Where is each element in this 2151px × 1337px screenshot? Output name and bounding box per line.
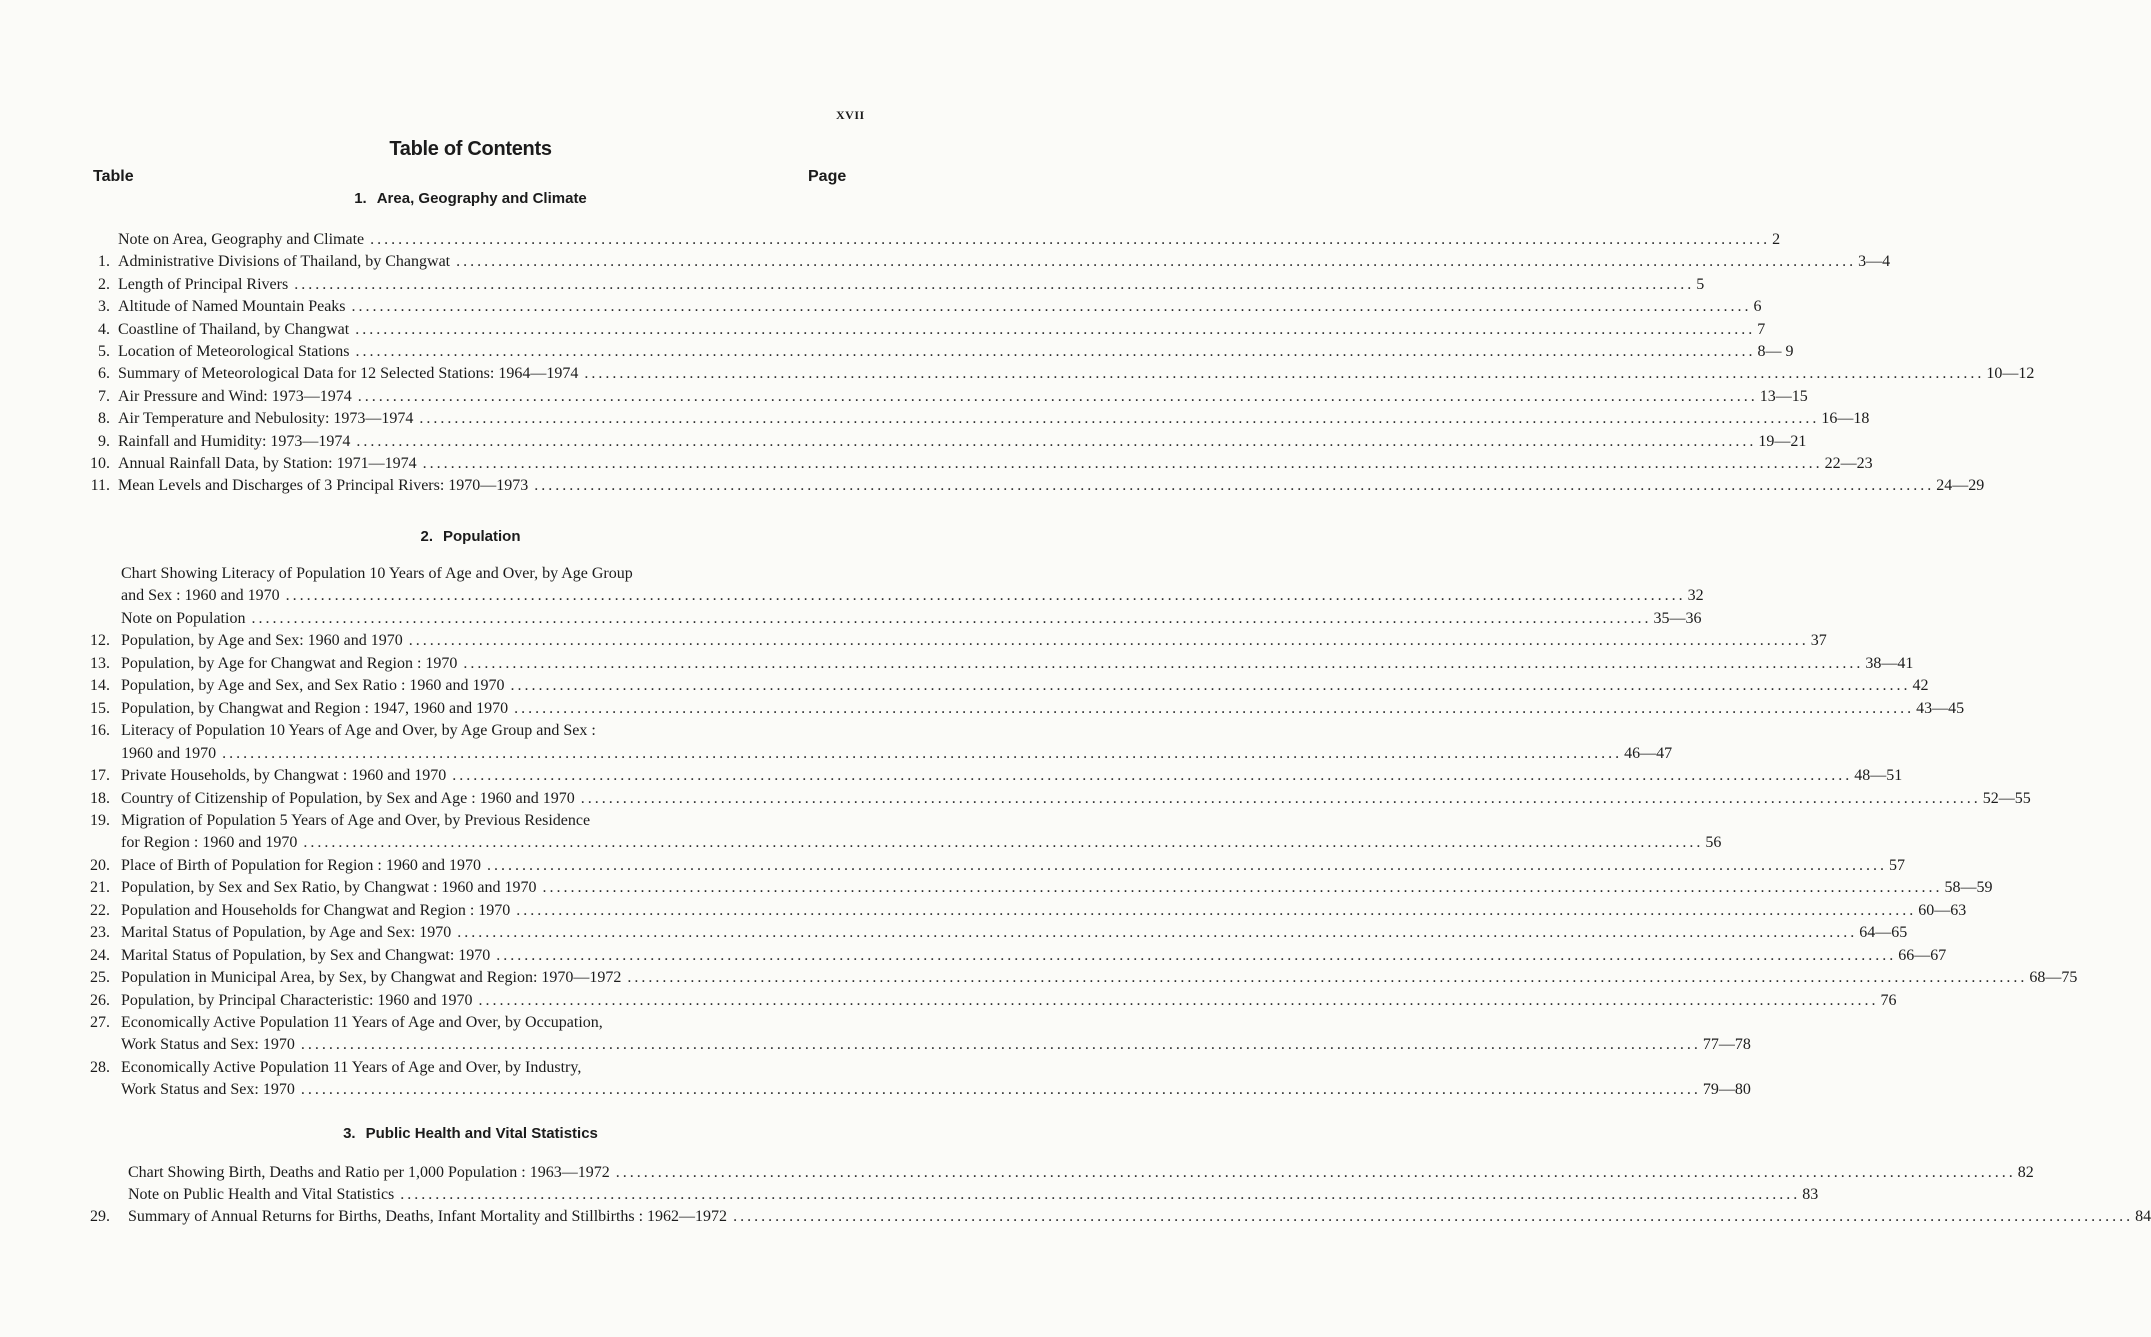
- toc-entry: [76, 653, 1914, 675]
- toc-entry: [76, 832, 1722, 854]
- dot-leader: ........................................................................................................................................................................................................: [615, 1164, 2016, 1181]
- table-number: 14.: [90, 677, 110, 695]
- dot-leader: ........................................................................................................................................................................................................: [478, 991, 1879, 1009]
- table-number: 20.: [90, 856, 110, 874]
- toc-entry: [76, 1162, 2034, 1184]
- entry-title: Coastline of Thailand, by Changwat: [118, 320, 350, 338]
- section-heading: [0, 190, 941, 207]
- page-reference: 76: [1880, 991, 1897, 1009]
- table-number: 10.: [90, 455, 110, 472]
- page-reference: 32: [1687, 587, 1704, 605]
- page-reference: 2: [1772, 231, 1781, 248]
- table-number: 26.: [90, 991, 110, 1009]
- toc-entry: [76, 1206, 2151, 1228]
- entry-title: Rainfall and Humidity: 1973—1974: [118, 432, 351, 450]
- table-number: 13.: [90, 654, 110, 672]
- toc-entry: [76, 1012, 866, 1034]
- entry-title: Private Households, by Changwat : 1960 and 1970: [121, 767, 447, 785]
- entry-title: Marital Status of Population, by Sex and Changwat: 1970: [121, 946, 491, 964]
- toc-entry: [76, 922, 1908, 944]
- section-title: Population: [443, 528, 521, 545]
- entry-title: Population in Municipal Area, by Sex, by Changwat and Region: 1970—1972: [121, 969, 622, 987]
- column-header-table: Table: [93, 168, 134, 185]
- dot-leader: ........................................................................................................................................................................................................: [514, 699, 1915, 717]
- section-title: Public Health and Vital Statistics: [365, 1125, 598, 1142]
- table-number: 12.: [90, 632, 110, 650]
- table-number: 8.: [98, 410, 110, 428]
- entry-title: Administrative Divisions of Thailand, by Changwat: [118, 253, 451, 271]
- dot-leader: ........................................................................................................................................................................................................: [584, 365, 1985, 383]
- page-reference: 37: [1810, 632, 1827, 650]
- page-reference: 52—55: [1982, 789, 2031, 807]
- dot-leader: ........................................................................................................................................................................................................: [452, 767, 1853, 785]
- column-header-page: Page: [808, 168, 847, 185]
- toc-entry: [76, 296, 1762, 318]
- entry-title: and Sex : 1960 and 1970: [121, 587, 280, 605]
- page-reference: 5: [1696, 275, 1705, 293]
- section-heading: [0, 528, 941, 545]
- page-reference: 7: [1757, 320, 1766, 338]
- table-number: 21.: [90, 879, 110, 897]
- page-reference: 48—51: [1854, 767, 1903, 785]
- toc-entry: [76, 1057, 866, 1079]
- dot-leader: ........................................................................................................................................................................................................: [300, 1036, 1701, 1054]
- dot-leader: ........................................................................................................................................................................................................: [351, 298, 1752, 316]
- dot-leader: ........................................................................................................................................................................................................: [496, 946, 1897, 964]
- page-reference: 10—12: [1986, 365, 2035, 383]
- entry-title: Population, by Age for Changwat and Region : 1970: [121, 654, 458, 672]
- page-reference: 3—4: [1858, 253, 1891, 271]
- dot-leader: ........................................................................................................................................................................................................: [370, 231, 1771, 248]
- page-reference: 83: [1802, 1186, 1819, 1203]
- toc-entry: [76, 945, 1947, 967]
- entry-title: Population and Households for Changwat and Region : 1970: [121, 901, 511, 919]
- section-title: Area, Geography and Climate: [376, 190, 587, 207]
- page-reference: 13—15: [1759, 387, 1808, 405]
- page-reference: 68—75: [2029, 969, 2078, 987]
- toc-entry: [76, 363, 2035, 385]
- toc-entry: [76, 675, 1929, 697]
- table-number: 2.: [98, 275, 110, 293]
- dot-leader: ........................................................................................................................................................................................................: [300, 1081, 1701, 1099]
- page-reference: 42: [1912, 677, 1929, 695]
- table-number: 3.: [98, 298, 110, 316]
- entry-title: for Region : 1960 and 1970: [121, 834, 298, 852]
- page-reference: 77—78: [1702, 1036, 1751, 1054]
- page-reference: 60—63: [1918, 901, 1967, 919]
- toc-entry: [76, 475, 1985, 497]
- page-reference: 19—21: [1758, 432, 1807, 450]
- toc-entry: [76, 563, 866, 585]
- entry-title: Altitude of Named Mountain Peaks: [118, 298, 346, 316]
- dot-leader: ........................................................................................................................................................................................................: [486, 856, 1887, 874]
- dot-leader: ........................................................................................................................................................................................................: [463, 654, 1864, 672]
- section-number: 2.: [420, 528, 433, 545]
- dot-leader: ........................................................................................................................................................................................................: [294, 275, 1695, 293]
- entry-title: Note on Public Health and Vital Statistics: [128, 1186, 395, 1203]
- entry-title: Chart Showing Birth, Deaths and Ratio per 1,000 Population : 1963—1972: [128, 1164, 610, 1181]
- dot-leader: ........................................................................................................................................................................................................: [534, 477, 1935, 495]
- dot-leader: ........................................................................................................................................................................................................: [285, 587, 1686, 605]
- toc-entry: [76, 229, 1781, 251]
- toc-entry: [76, 585, 1704, 607]
- entry-title: Population, by Sex and Sex Ratio, by Changwat : 1960 and 1970: [121, 879, 537, 897]
- table-number: 9.: [98, 432, 110, 450]
- section-number: 3.: [343, 1125, 356, 1142]
- toc-entry: [76, 274, 1705, 296]
- toc-entry: [76, 743, 1673, 765]
- dot-leader: ........................................................................................................................................................................................................: [419, 410, 1820, 428]
- toc-entry: [76, 1184, 1819, 1206]
- toc-entry: [76, 630, 1827, 652]
- page-reference: 24—29: [1936, 477, 1985, 495]
- toc-entry: [76, 765, 1903, 787]
- table-number: 24.: [90, 946, 110, 964]
- toc-entry: [76, 698, 1965, 720]
- page-reference: 57: [1888, 856, 1905, 874]
- entry-title: Note on Area, Geography and Climate: [118, 231, 365, 248]
- dot-leader: ........................................................................................................................................................................................................: [422, 455, 1823, 472]
- page-reference: 22—23: [1824, 455, 1873, 472]
- toc-entry: [76, 720, 866, 742]
- entry-title: Note on Population: [121, 609, 246, 627]
- dot-leader: ........................................................................................................................................................................................................: [357, 387, 1758, 405]
- entry-title: Length of Principal Rivers: [118, 275, 289, 293]
- page-reference: 38—41: [1865, 654, 1914, 672]
- page-reference: 84: [2135, 1208, 2151, 1225]
- table-number: 15.: [90, 699, 110, 717]
- entry-title: Marital Status of Population, by Age and Sex: 1970: [121, 924, 452, 942]
- toc-entry: [76, 319, 1766, 341]
- table-number: 1.: [98, 253, 110, 271]
- dot-leader: ........................................................................................................................................................................................................: [542, 879, 1943, 897]
- section-heading: [0, 1125, 941, 1142]
- toc-entry: [76, 1034, 1751, 1056]
- entry-title: Economically Active Population 11 Years of Age and Over, by Occupation,: [121, 1014, 603, 1031]
- toc-entry: [76, 967, 2078, 989]
- dot-leader: ........................................................................................................................................................................................................: [510, 677, 1911, 695]
- table-number: 11.: [90, 477, 110, 495]
- entry-title: Location of Meteorological Stations: [118, 343, 350, 360]
- entry-title: Population, by Changwat and Region : 1947, 1960 and 1970: [121, 699, 509, 717]
- dot-leader: ........................................................................................................................................................................................................: [355, 343, 1756, 360]
- table-number: 5.: [98, 343, 110, 360]
- entry-title: Chart Showing Literacy of Population 10 Years of Age and Over, by Age Group: [121, 565, 633, 582]
- page-reference: 6: [1753, 298, 1762, 316]
- table-number: 19.: [90, 811, 110, 829]
- dot-leader: ........................................................................................................................................................................................................: [408, 632, 1809, 650]
- entry-title: Economically Active Population 11 Years of Age and Over, by Industry,: [121, 1058, 582, 1076]
- page-reference: 35—36: [1653, 609, 1702, 627]
- dot-leader: ........................................................................................................................................................................................................: [457, 924, 1858, 942]
- table-number: 22.: [90, 901, 110, 919]
- entry-title: Country of Citizenship of Population, by Sex and Age : 1960 and 1970: [121, 789, 575, 807]
- page-reference: 64—65: [1859, 924, 1908, 942]
- entry-title: Population, by Age and Sex: 1960 and 1970: [121, 632, 403, 650]
- page-reference: 46—47: [1624, 744, 1673, 762]
- page-title: Table of Contents: [389, 138, 552, 160]
- entry-title: Work Status and Sex: 1970: [121, 1036, 295, 1054]
- table-number: 23.: [90, 924, 110, 942]
- page-reference: 43—45: [1916, 699, 1965, 717]
- table-number: 27.: [90, 1014, 110, 1031]
- dot-leader: ........................................................................................................................................................................................................: [356, 432, 1757, 450]
- toc-entry: [76, 877, 1993, 899]
- toc-entry: [76, 855, 1905, 877]
- page-reference: 66—67: [1898, 946, 1947, 964]
- entry-title: Population, by Principal Characteristic: 1960 and 1970: [121, 991, 473, 1009]
- dot-leader: ........................................................................................................................................................................................................: [355, 320, 1756, 338]
- table-number: 25.: [90, 969, 110, 987]
- table-number: 18.: [90, 789, 110, 807]
- table-number: 4.: [98, 320, 110, 338]
- dot-leader: ........................................................................................................................................................................................................: [251, 609, 1652, 627]
- table-number: 6.: [98, 365, 110, 383]
- page-reference: 56: [1705, 834, 1722, 852]
- table-number: 17.: [90, 767, 110, 785]
- dot-leader: ........................................................................................................................................................................................................: [400, 1186, 1801, 1203]
- toc-entry: [76, 251, 1891, 273]
- page-reference: 16—18: [1821, 410, 1870, 428]
- toc-entry: [76, 341, 1794, 363]
- toc-entry: [76, 431, 1807, 453]
- entry-title: Literacy of Population 10 Years of Age and Over, by Age Group and Sex :: [121, 722, 596, 740]
- toc-entry: [76, 900, 1967, 922]
- entry-title: Place of Birth of Population for Region : 1960 and 1970: [121, 856, 481, 874]
- toc-entry: [76, 386, 1808, 408]
- page-reference: 8— 9: [1757, 343, 1794, 360]
- table-number: 28.: [90, 1058, 110, 1076]
- table-number: 7.: [98, 387, 110, 405]
- page-number: XVII: [836, 108, 865, 122]
- section-number: 1.: [354, 190, 367, 207]
- dot-leader: ........................................................................................................................................................................................................: [627, 969, 2028, 987]
- dot-leader: ........................................................................................................................................................................................................: [580, 789, 1981, 807]
- dot-leader: ........................................................................................................................................................................................................: [733, 1208, 2134, 1225]
- toc-entry: [76, 1079, 1751, 1101]
- toc-entry: [76, 788, 2031, 810]
- entry-title: Population, by Age and Sex, and Sex Ratio : 1960 and 1970: [121, 677, 505, 695]
- page-reference: 82: [2017, 1164, 2034, 1181]
- toc-entry: [76, 990, 1897, 1012]
- entry-title: 1960 and 1970: [121, 744, 217, 762]
- toc-entry: [76, 408, 1870, 430]
- entry-title: Annual Rainfall Data, by Station: 1971—1974: [118, 455, 417, 472]
- toc-entry: [76, 453, 1873, 475]
- toc-entry: [76, 810, 866, 832]
- dot-leader: ........................................................................................................................................................................................................: [456, 253, 1857, 271]
- entry-title: Mean Levels and Discharges of 3 Principal Rivers: 1970—1973: [118, 477, 529, 495]
- dot-leader: ........................................................................................................................................................................................................: [222, 744, 1623, 762]
- entry-title: Summary of Meteorological Data for 12 Selected Stations: 1964—1974: [118, 365, 579, 383]
- dot-leader: ........................................................................................................................................................................................................: [516, 901, 1917, 919]
- entry-title: Migration of Population 5 Years of Age and Over, by Previous Residence: [121, 811, 591, 829]
- table-number: 29.: [90, 1208, 110, 1225]
- page-reference: 58—59: [1944, 879, 1993, 897]
- page-reference: 79—80: [1702, 1081, 1751, 1099]
- entry-title: Air Pressure and Wind: 1973—1974: [118, 387, 352, 405]
- dot-leader: ........................................................................................................................................................................................................: [303, 834, 1704, 852]
- entry-title: Work Status and Sex: 1970: [121, 1081, 295, 1099]
- entry-title: Summary of Annual Returns for Births, Deaths, Infant Mortality and Stillbirths : 1962—1972: [128, 1208, 728, 1225]
- toc-entry: [76, 608, 1702, 630]
- table-number: 16.: [90, 722, 110, 740]
- entry-title: Air Temperature and Nebulosity: 1973—1974: [118, 410, 414, 428]
